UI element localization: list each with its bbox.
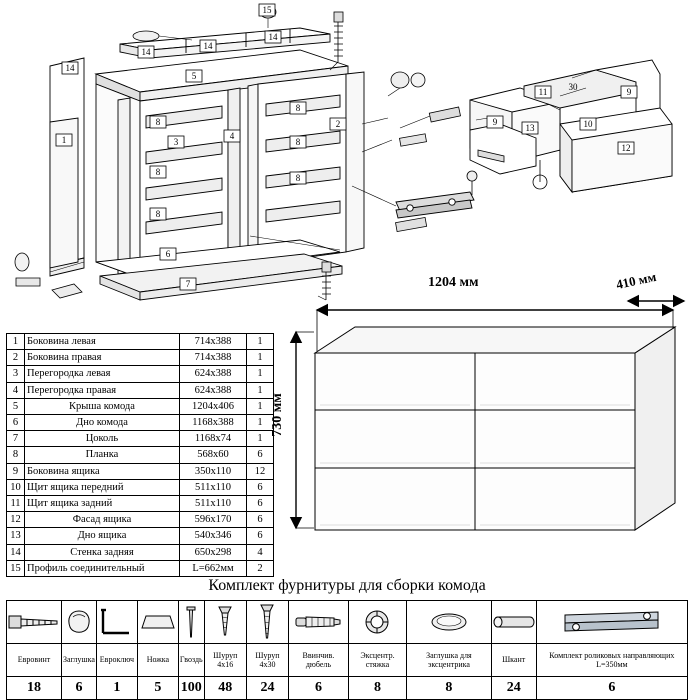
kit-qty-0: 18 [7,677,62,700]
kit-qty-6: 24 [246,677,288,700]
part-qty: 6 [247,479,274,495]
screw-4x16-icon [215,605,235,639]
part-name: Дно ящика [25,528,180,544]
svg-text:3: 3 [173,137,179,147]
part-size: 511х110 [180,496,247,512]
kit-cell-dowel-wood [491,601,536,644]
table-row [7,431,274,447]
part-name: Профиль соединительный [25,560,180,576]
svg-text:14: 14 [203,41,213,51]
part-number: 11 [7,496,25,512]
part-size: L=662мм [180,560,247,576]
screw-4x30-icon [257,603,277,641]
svg-text:8: 8 [295,173,301,183]
svg-text:8: 8 [155,117,161,127]
part-size: 540х346 [180,528,247,544]
part-size: 624х388 [180,382,247,398]
part-number: 5 [7,398,25,414]
svg-text:14: 14 [141,47,151,57]
table-row [7,479,274,495]
svg-text:7: 7 [185,279,191,289]
kit-cell-screw-4x30 [246,601,288,644]
kit-name-5: Шуруп 4х16 [204,644,246,677]
part-size: 714х388 [180,334,247,350]
part-number: 4 [7,382,25,398]
svg-text:8: 8 [155,209,161,219]
leg-icon [138,610,178,634]
kit-name-10: Шкант [491,644,536,677]
svg-text:5: 5 [191,71,197,81]
part-number: 12 [7,512,25,528]
table-row [7,447,274,463]
part-number: 14 [7,544,25,560]
nail-icon [184,605,198,639]
part-name: Фасад ящика [25,512,180,528]
kit-cell-eccentric [348,601,406,644]
svg-text:15: 15 [262,5,272,15]
svg-text:10: 10 [583,119,593,129]
part-number: 3 [7,366,25,382]
kit-qty-3: 5 [137,677,178,700]
kit-qty-8: 8 [348,677,406,700]
dowel-icon [294,611,342,633]
part-qty: 6 [247,447,274,463]
kit-cell-leg [137,601,178,644]
svg-text:9: 9 [492,117,498,127]
part-qty: 6 [247,528,274,544]
kit-qty-7: 6 [289,677,349,700]
kit-name-7: Ввинчив. дюбель [289,644,349,677]
table-row [7,350,274,366]
svg-text:14: 14 [65,63,75,73]
kit-cell-eccentric-cap [407,601,492,644]
exploded-assembly-drawing [0,0,694,320]
part-qty: 6 [247,512,274,528]
part-number: 13 [7,528,25,544]
kit-name-4: Гвоздь [178,644,204,677]
part-qty: 1 [247,334,274,350]
kit-cell-dowel [289,601,349,644]
kit-cell-nail [178,601,204,644]
hardware-kit-title: Комплект фурнитуры для сборки комода [208,577,486,594]
svg-text:4: 4 [229,131,235,141]
dowel-wood-icon [492,612,536,632]
part-name: Перегородка правая [25,382,180,398]
part-number: 8 [7,447,25,463]
part-name: Цоколь [25,431,180,447]
part-qty: 4 [247,544,274,560]
eccentric-icon [363,608,391,636]
table-row [7,544,274,560]
part-name: Планка [25,447,180,463]
part-qty: 1 [247,366,274,382]
part-number: 7 [7,431,25,447]
part-qty: 1 [247,382,274,398]
kit-name-3: Ножка [137,644,178,677]
depth-dimension-label: 410 мм [614,268,658,293]
part-qty: 6 [247,496,274,512]
table-row [7,528,274,544]
kit-qty-2: 1 [96,677,137,700]
slide-rail-icon [562,609,662,635]
kit-cell-cap [62,601,97,644]
svg-text:14: 14 [268,32,278,42]
table-row [7,382,274,398]
table-row [7,334,274,350]
part-name: Крыша комода [25,398,180,414]
kit-qty-10: 24 [491,677,536,700]
part-name: Боковина правая [25,350,180,366]
svg-text:2: 2 [335,119,341,129]
kit-cell-screw-4x16 [204,601,246,644]
kit-qty-1: 6 [62,677,97,700]
kit-name-0: Евровинт [7,644,62,677]
kit-name-8: Эксцентр. стяжка [348,644,406,677]
kit-qty-4: 100 [178,677,204,700]
euro-key-icon [97,607,137,637]
kit-qty-9: 8 [407,677,492,700]
part-qty: 12 [247,463,274,479]
svg-text:8: 8 [295,137,301,147]
table-row [7,560,274,576]
table-row [7,366,274,382]
table-row [7,463,274,479]
part-qty: 2 [247,560,274,576]
svg-text:1: 1 [61,135,67,145]
part-size: 568х60 [180,447,247,463]
part-number: 6 [7,415,25,431]
part-size: 1168х388 [180,415,247,431]
svg-text:11: 11 [538,87,548,97]
table-row [7,398,274,414]
kit-name-1: Заглушка [62,644,97,677]
width-dimension-label: 1204 мм [428,275,479,290]
kit-name-11: Комплект роликовых направляющих L=350мм [536,644,687,677]
part-number: 9 [7,463,25,479]
kit-cell-euro-key [96,601,137,644]
part-size: 350х110 [180,463,247,479]
svg-text:12: 12 [621,143,631,153]
table-row [7,512,274,528]
part-name: Щит ящика передний [25,479,180,495]
hardware-kit-table [6,600,688,700]
svg-text:6: 6 [165,249,171,259]
part-size: 714х388 [180,350,247,366]
svg-text:30: 30 [568,82,578,92]
kit-cell-euro-screw [7,601,62,644]
part-size: 1168х74 [180,431,247,447]
svg-text:8: 8 [155,167,161,177]
part-qty: 1 [247,350,274,366]
kit-name-6: Шуруп 4х30 [246,644,288,677]
part-name: Дно комода [25,415,180,431]
part-number: 1 [7,334,25,350]
part-name: Перегородка левая [25,366,180,382]
part-qty: 1 [247,415,274,431]
part-qty: 1 [247,431,274,447]
table-row [7,496,274,512]
part-name: Боковина ящика [25,463,180,479]
kit-qty-5: 48 [204,677,246,700]
eccentric-cap-icon [429,612,469,632]
part-number: 10 [7,479,25,495]
kit-qty-11: 6 [536,677,687,700]
part-size: 624х388 [180,366,247,382]
part-number: 15 [7,560,25,576]
height-dimension-label: 730 мм [269,393,285,437]
part-size: 596х170 [180,512,247,528]
kit-name-9: Заглушка для эксцентрика [407,644,492,677]
part-qty: 1 [247,398,274,414]
part-name: Стенка задняя [25,544,180,560]
dimension-drawing [269,268,690,550]
svg-text:9: 9 [626,87,632,97]
part-number: 2 [7,350,25,366]
euro-screw-icon [7,610,61,634]
svg-text:13: 13 [525,123,535,133]
parts-table [6,333,274,577]
cap-icon [64,609,94,635]
part-name: Щит ящика задний [25,496,180,512]
part-size: 511х110 [180,479,247,495]
table-row [7,415,274,431]
svg-text:8: 8 [295,103,301,113]
kit-name-2: Евроключ [96,644,137,677]
part-name: Боковина левая [25,334,180,350]
kit-cell-slide-rail [536,601,687,644]
part-size: 650х298 [180,544,247,560]
part-size: 1204х406 [180,398,247,414]
